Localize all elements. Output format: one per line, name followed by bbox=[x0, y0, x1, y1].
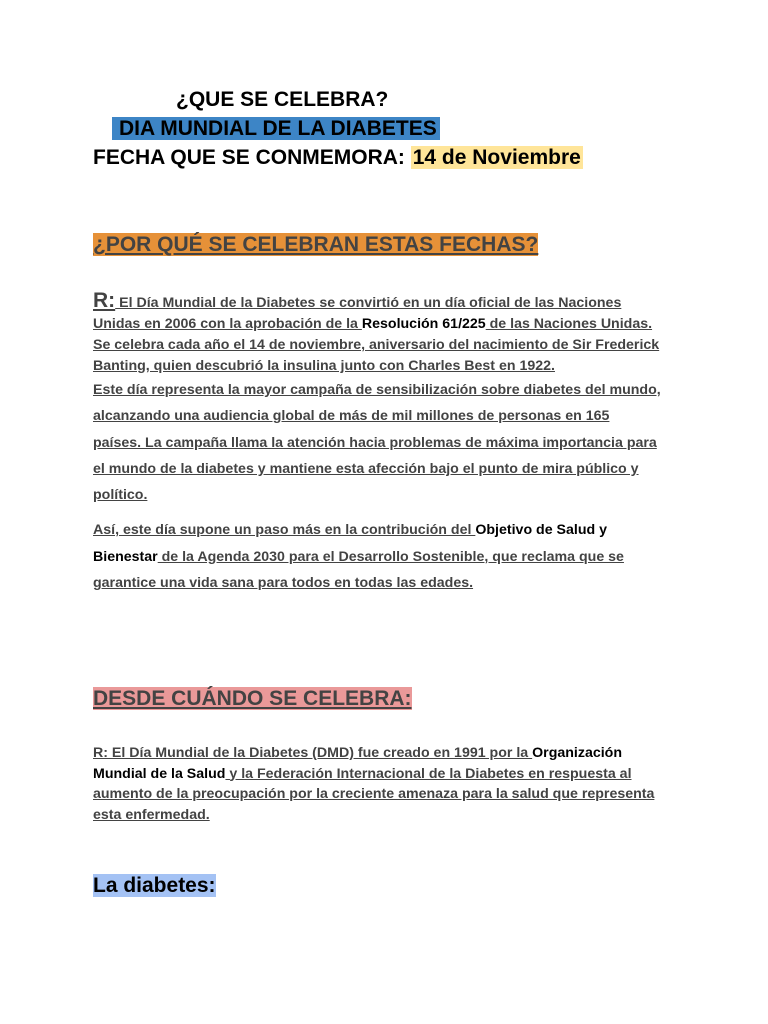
why-paragraph-3 bbox=[93, 517, 683, 597]
text-run: de la Agenda 2030 para el Desarrollo Sostenible, que reclama que se bbox=[157, 548, 624, 565]
celebration-highlight: DIA MUNDIAL DE LA DIABETES bbox=[112, 117, 440, 140]
since-line bbox=[93, 743, 683, 764]
why-p2-line: países. La campaña llama la atención hacia problemas de máxima importancia para bbox=[93, 434, 657, 451]
why-title: ¿POR QUÉ SE CELEBRAN ESTAS FECHAS? bbox=[93, 233, 539, 256]
since-line: esta enfermedad. bbox=[93, 806, 210, 823]
why-p1-line bbox=[93, 290, 683, 314]
text-run: Unidas en 2006 con la aprobación de la bbox=[93, 316, 362, 332]
why-p1-line: Banting, quien descubrió la insulina junto con Charles Best en 1922. bbox=[93, 358, 555, 374]
why-p1-line: Se celebra cada año el 14 de noviembre, aniversario del nacimiento de Sir Frederick bbox=[93, 337, 660, 353]
diabetes-heading bbox=[93, 874, 216, 898]
since-title: DESDE CUÁNDO SE CELEBRA: bbox=[93, 687, 412, 710]
why-p2-line: Este día representa la mayor campaña de sensibilización sobre diabetes del mundo, bbox=[93, 382, 661, 398]
question-heading bbox=[176, 88, 388, 112]
why-p2-line: el mundo de la diabetes y mantiene esta afección bajo el punto de mira público y bbox=[93, 460, 639, 477]
why-p3-line bbox=[93, 544, 683, 571]
who-link-text: Mundial de la Salud bbox=[93, 765, 226, 782]
text-run: El Día Mundial de la Diabetes se convirtió en un día oficial de las Naciones bbox=[115, 295, 622, 311]
why-paragraph-2 bbox=[93, 377, 683, 508]
text-run: R: El Día Mundial de la Diabetes (DMD) fue creado en 1991 por la bbox=[93, 745, 533, 761]
why-paragraph-1 bbox=[93, 290, 683, 377]
why-p3-line: garantice una vida sana para todos en todas las edades. bbox=[93, 575, 474, 591]
who-link-text: Organización bbox=[532, 745, 623, 761]
sdg-link-text: Objetivo de Salud y bbox=[475, 522, 608, 538]
date-heading bbox=[93, 146, 583, 170]
text-run: y la Federación Internacional de la Diabetes en respuesta al bbox=[225, 765, 632, 782]
date-label: FECHA QUE SE CONMEMORA: bbox=[93, 146, 411, 169]
question-text: ¿QUE SE CELEBRA? bbox=[176, 88, 389, 111]
why-p3-line bbox=[93, 517, 683, 544]
why-heading bbox=[93, 233, 538, 257]
celebration-heading bbox=[112, 117, 440, 141]
answer-mark: R: bbox=[93, 289, 116, 312]
resolution-link-text: Resolución 61/225 bbox=[361, 316, 486, 332]
why-p1-line bbox=[93, 314, 683, 335]
date-value: 14 de Noviembre bbox=[412, 146, 581, 169]
why-p2-line: político. bbox=[93, 487, 148, 504]
since-line bbox=[93, 764, 683, 785]
sdg-link-text: Bienestar bbox=[93, 548, 158, 565]
text-run: Así, este día supone un paso más en la contribución del bbox=[93, 522, 476, 538]
diabetes-title: La diabetes: bbox=[93, 874, 216, 897]
since-heading bbox=[93, 687, 412, 711]
since-line: aumento de la preocupación por la creciente amenaza para la salud que representa bbox=[93, 786, 655, 802]
since-paragraph bbox=[93, 743, 683, 825]
why-p2-line: alcanzando una audiencia global de más de mil millones de personas en 165 bbox=[93, 408, 610, 425]
text-run: de las Naciones Unidas. bbox=[485, 316, 653, 332]
